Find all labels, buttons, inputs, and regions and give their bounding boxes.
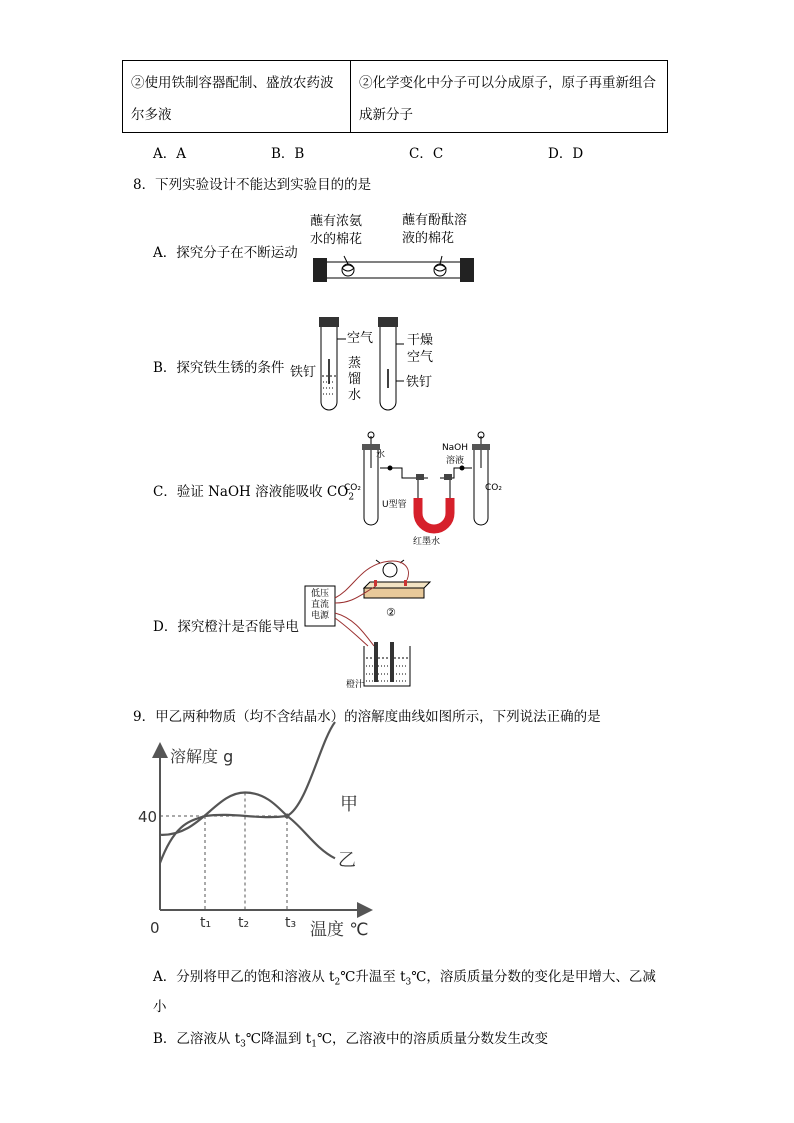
nail-label-left: 铁钉 [290,365,317,380]
intersection-point [285,814,290,819]
water-label: 水 [376,450,386,460]
distilled-water-label: 蒸馏水 [348,356,362,403]
u-tube-label: U型管 [382,500,407,510]
naoh-solution-label: NaOH溶液 [441,443,469,466]
series-label-jia: 甲 [340,794,358,815]
q9-b-part2: ℃降温到 t [245,1031,312,1047]
power-supply-label: 低压直流电源 [310,589,329,621]
q9-a-part3: ℃，溶质质量分数的变化是甲增大、乙减 [411,969,656,985]
dry-air-label: 干燥空气 [407,333,434,365]
q9-option-a-line1 [153,965,656,988]
x-tick-t3: t₃ [285,915,297,931]
q8-option-a: A．探究分子在不断运动 [153,245,298,261]
diffusion-tube-diagram [310,252,475,288]
co2-right-label: CO₂ [485,483,502,493]
series-label-yi: 乙 [338,850,356,871]
x-tick-t1: t₁ [200,915,212,931]
q8-option-c-text: C．验证 NaOH 溶液能吸收 CO [153,484,349,500]
q8-option-b: B．探究铁生锈的条件 [153,360,285,376]
y-tick-40: 40 [138,808,158,826]
series-line-1 [160,793,335,859]
q9-b-part3: ℃，乙溶液中的溶质质量分数发生改变 [316,1031,549,1047]
q9-option-b [153,1027,548,1050]
y-axis-label: 溶解度 g [170,747,234,766]
air-label: 空气 [347,331,374,346]
orange-juice-label: 橙汁 [346,680,365,690]
solubility-chart [140,740,380,942]
q8-option-c-sub: 2 [348,492,355,503]
q7-table [122,60,668,133]
q8-option-c [153,480,354,503]
q9-stem: 9．甲乙两种物质（均不含结晶水）的溶解度曲线如图所示，下列说法正确的是 [133,709,601,725]
x-axis-label: 温度 ℃ [310,920,369,940]
q9-a-part1: A．分别将甲乙的饱和溶液从 t [153,969,335,985]
q9-b-sub2: 1 [311,1039,317,1050]
phenolphthalein-cotton-label: 蘸有酚酞溶液的棉花 [402,213,468,246]
q8-stem: 8．下列实验设计不能达到实验目的的是 [133,177,372,193]
co2-left-label: CO₂ [344,483,361,493]
q9-option-a-line2: 小 [153,999,167,1015]
q7-option-d: D．D [548,146,584,162]
origin-label: 0 [150,919,160,937]
ammonia-cotton-label: 蘸有浓氨水的棉花 [310,214,363,247]
q8-option-d: D．探究橙汁是否能导电 [153,619,299,635]
q9-b-sub1: 3 [240,1039,246,1050]
q9-a-part2: ℃升温至 t [340,969,406,985]
table-cell-right: ②化学变化中分子可以分成原子，原子再重新组合成新分子 [359,75,656,123]
q7-option-c: C．C [409,146,444,162]
test-tubes-diagram [312,314,412,414]
x-tick-t2: t₂ [238,915,250,931]
q9-b-part1: B．乙溶液从 t [153,1031,241,1047]
red-ink-label: 红墨水 [413,537,441,547]
table-cell-left: ②使用铁制容器配制、盛放农药波尔多液 [123,61,351,132]
circle-mark: ② [386,606,396,619]
q7-option-a: A．A [153,146,186,162]
conductivity-diagram [304,558,434,690]
q9-a-sub2: 3 [405,977,412,988]
q9-a-sub1: 2 [334,977,341,988]
q7-option-b: B．B [271,146,305,162]
nail-label-right: 铁钉 [406,375,433,390]
